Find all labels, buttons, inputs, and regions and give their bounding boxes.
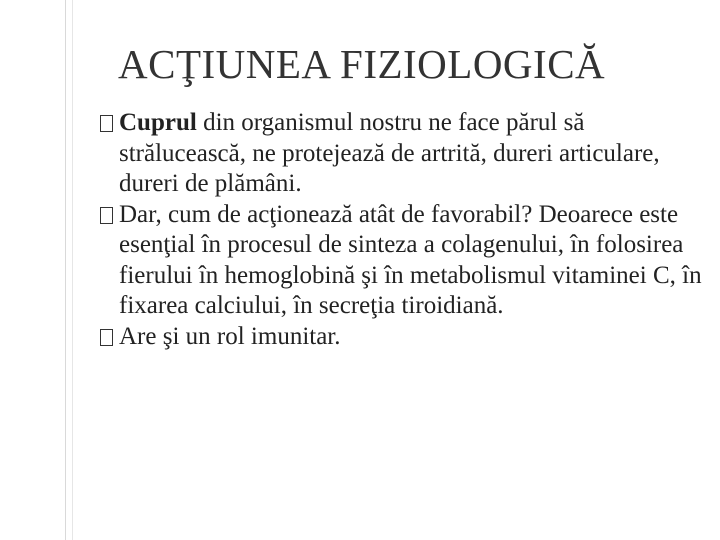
paragraph-text: Dar, cum de acţionează atât de favorabil? Deoarece este esenţial în procesul de sinteza a colagenului, în folosirea fierului în hemoglobină şi în metabolismul vitaminei C, în fixarea calciului, în secreţia tiroidiană. [119, 200, 702, 319]
left-border-line-inner [72, 0, 73, 540]
slide-body [100, 108, 710, 352]
left-border-line [65, 0, 66, 540]
paragraph-text: Are şi un rol imunitar. [119, 322, 341, 350]
bold-term: Cuprul [119, 109, 197, 136]
square-bullet-icon [100, 115, 113, 132]
bullet-paragraph-3 [100, 322, 710, 353]
square-bullet-icon [100, 329, 113, 346]
paragraph-text: din organismul nostru ne face părul să strălucească, ne protejează de artrită, dureri articulare, dureri de plămâni. [119, 109, 660, 197]
slide-title: ACŢIUNEA FIZIOLOGICĂ [118, 41, 606, 87]
bullet-paragraph-2 [100, 200, 710, 322]
square-bullet-icon [100, 207, 113, 224]
bullet-paragraph-1 [100, 108, 710, 200]
